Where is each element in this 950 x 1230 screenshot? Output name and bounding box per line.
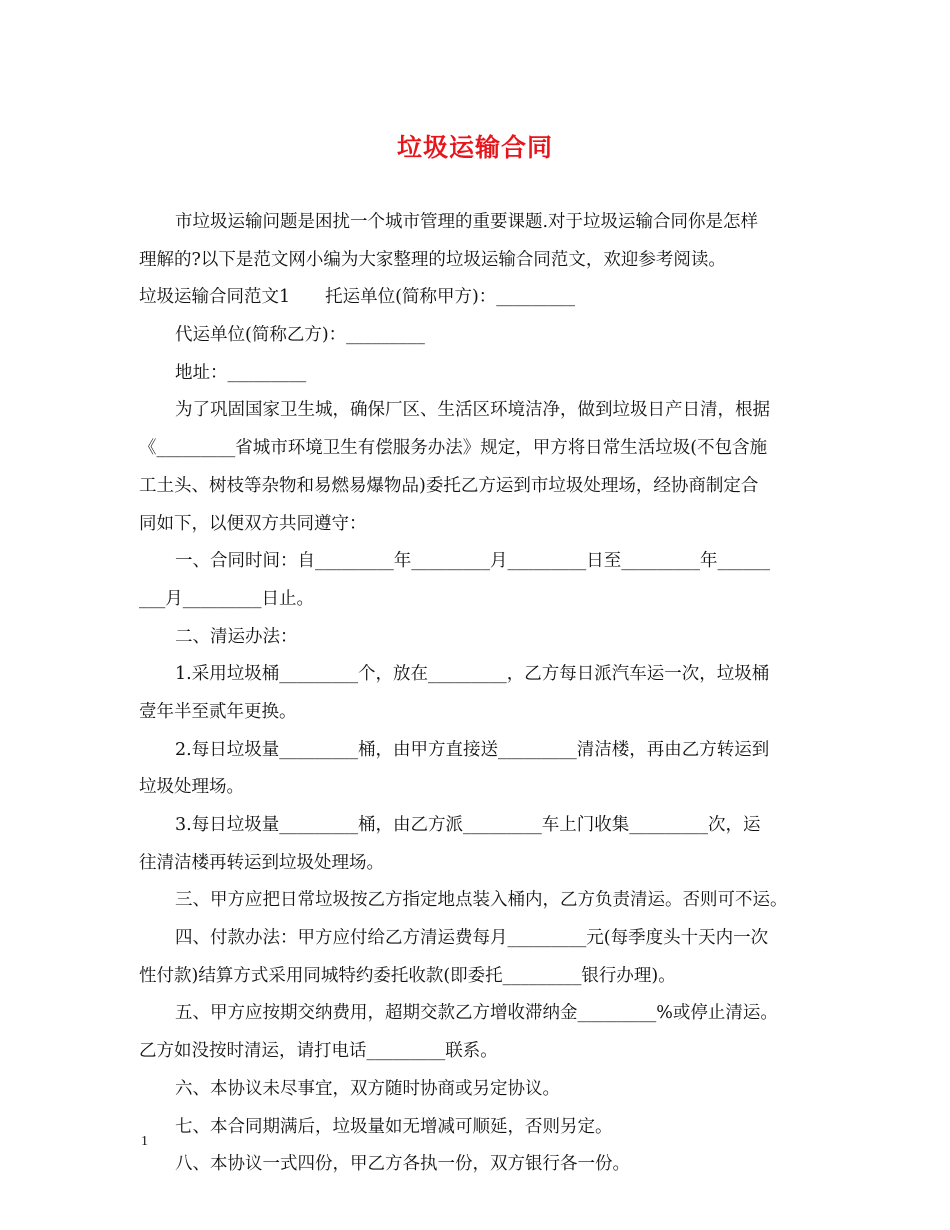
body-line: 八、本协议一式四份，甲乙方各执一份，双方银行各一份。: [175, 1154, 630, 1175]
body-line: 工土头、树枝等杂物和易燃易爆物品)委托乙方运到市垃圾处理场，经协商制定合: [139, 475, 759, 496]
body-line: 三、甲方应把日常垃圾按乙方指定地点装入桶内，乙方负责清运。否则可不运。: [175, 890, 788, 911]
body-line: 2.每日垃圾量_________桶，由甲方直接送_________清洁楼，再由乙方转运到: [175, 739, 770, 760]
body-line: 垃圾处理场。: [139, 777, 244, 798]
body-line: 一、合同时间：自_________年_________月_________日至_________年______: [175, 551, 770, 572]
body-line: 3.每日垃圾量_________桶，由乙方派_________车上门收集_________次，运: [175, 815, 761, 835]
body-line: ___月_________日止。: [139, 588, 314, 609]
body-line: 五、甲方应按期交纳费用，超期交款乙方增收滞纳金_________%或停止清运。: [175, 1003, 778, 1024]
body-line: 理解的?以下是范文网小编为大家整理的垃圾运输合同范文，欢迎参考阅读。: [139, 249, 726, 270]
body-line: 1.采用垃圾桶_________个，放在_________，乙方每日派汽车运一次，垃圾桶: [175, 664, 770, 685]
body-line: 《_________省城市环境卫生有偿服务办法》规定，甲方将日常生活垃圾(不包含施: [139, 438, 768, 459]
document-title: 垃圾运输合同: [396, 133, 553, 162]
body-line: 乙方如没按时清运，请打电话_________联系。: [139, 1041, 498, 1062]
body-line: 垃圾运输合同范文1 托运单位(简称甲方)：_________: [139, 287, 576, 308]
document-body: [139, 204, 816, 1184]
body-line: 四、付款办法：甲方应付给乙方清运费每月_________元(每季度头十天内一次: [175, 928, 769, 949]
body-line: 地址：_________: [175, 362, 307, 383]
body-line: 壹年半至贰年更换。: [139, 701, 297, 722]
page-number: 1: [141, 1134, 148, 1149]
body-line: 七、本合同期满后，垃圾量如无增减可顺延，否则另定。: [175, 1116, 613, 1137]
body-line: 同如下，以便双方共同遵守：: [139, 513, 367, 534]
body-line: 六、本协议未尽事宜，双方随时协商或另定协议。: [175, 1078, 560, 1099]
body-line: 往清洁楼再转运到垃圾处理场。: [139, 852, 384, 873]
body-line: 为了巩固国家卫生城，确保厂区、生活区环境洁净，做到垃圾日产日清，根据: [175, 400, 770, 421]
body-line: 二、清运办法：: [175, 626, 298, 647]
body-line: 性付款)结算方式采用同城特约委托收款(即委托_________银行办理)。: [139, 965, 676, 986]
body-line: 代运单位(简称乙方)：_________: [175, 325, 425, 346]
body-line: 市垃圾运输问题是困扰一个城市管理的重要课题.对于垃圾运输合同你是怎样: [175, 212, 759, 232]
